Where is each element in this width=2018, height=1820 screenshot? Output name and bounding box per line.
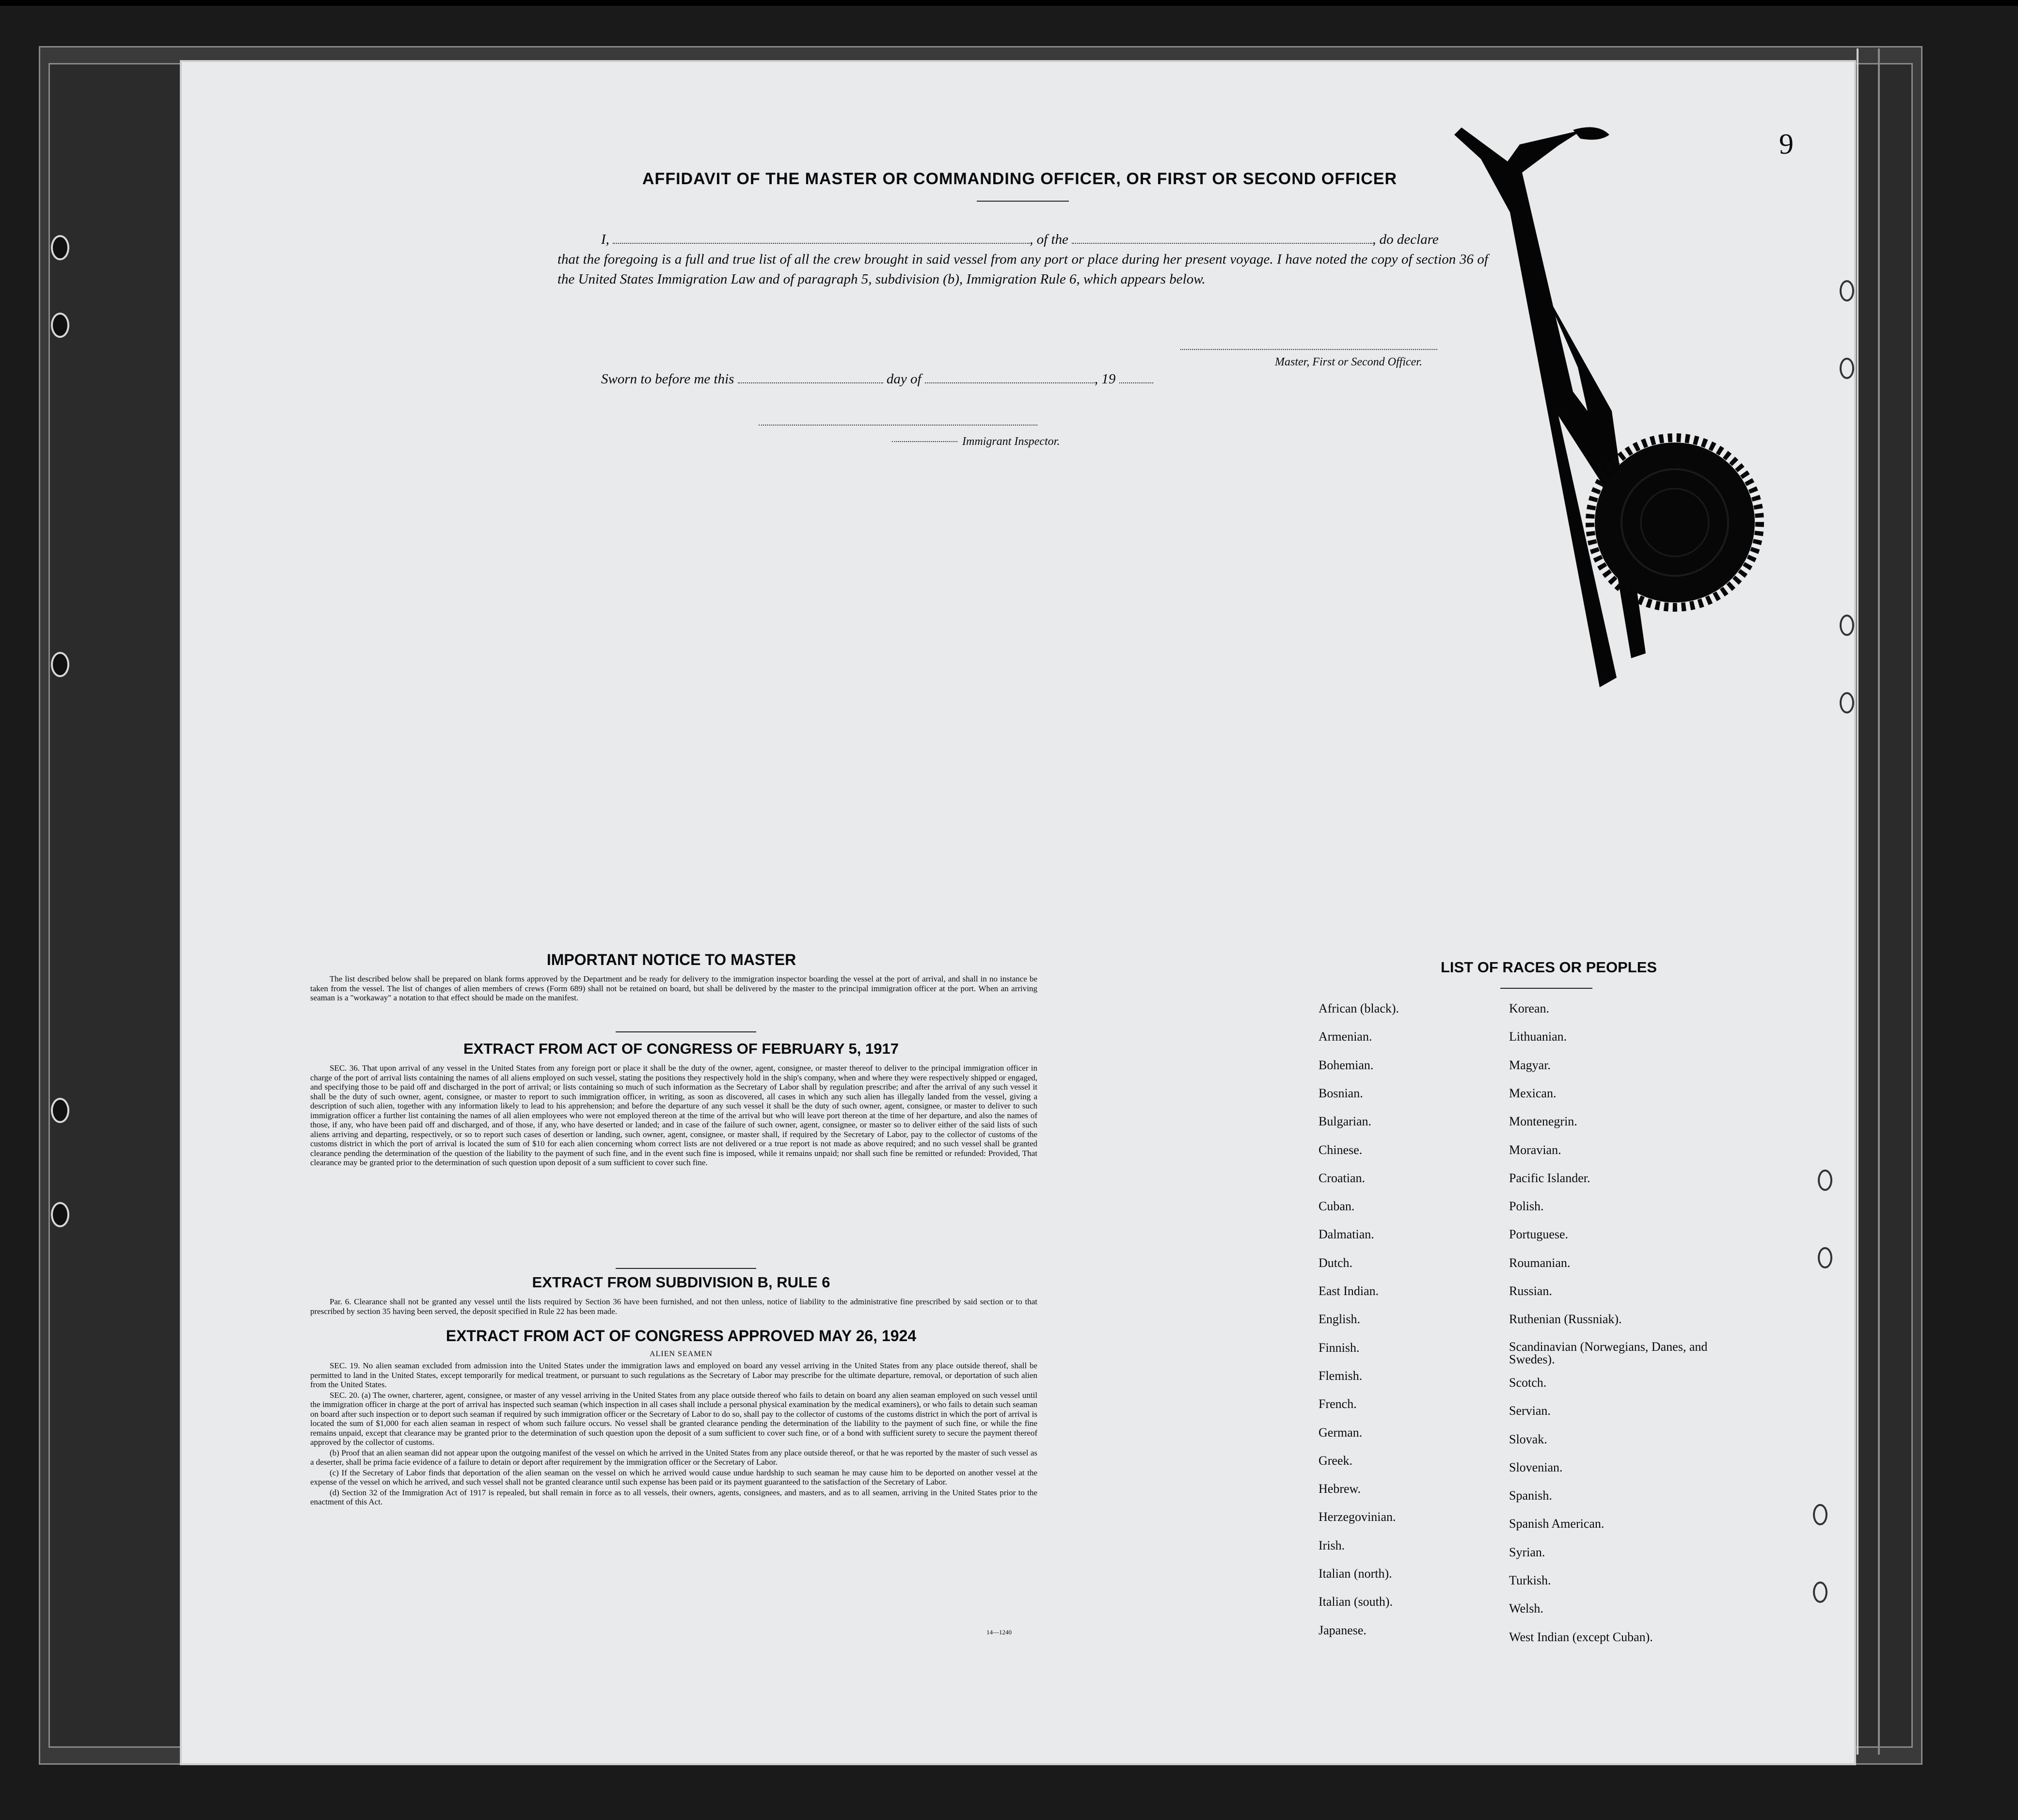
race-item: Moravian. [1509, 1142, 1561, 1157]
affidavit-body [557, 230, 1488, 289]
sworn-year-blank[interactable] [1119, 373, 1153, 383]
race-item: Lithuanian. [1509, 1029, 1567, 1044]
race-item: Servian. [1509, 1404, 1551, 1418]
race-item: English. [1319, 1312, 1360, 1327]
race-item: Croatian. [1319, 1171, 1366, 1185]
binder-hole [51, 313, 69, 338]
race-item: Montenegrin. [1509, 1114, 1577, 1129]
crew-list-form-back [182, 62, 1854, 1763]
race-item: Mexican. [1509, 1086, 1557, 1100]
ribbon-seal [1413, 115, 1791, 712]
race-item: Herzegovinian. [1319, 1510, 1396, 1524]
punch-hole [1840, 615, 1854, 636]
race-item: Pacific Islander. [1509, 1171, 1590, 1185]
extract-1924-text [310, 1361, 1037, 1508]
rule6-title: EXTRACT FROM SUBDIVISION B, RULE 6 [532, 1274, 830, 1291]
race-item: Magyar. [1509, 1058, 1551, 1072]
race-item: Slovenian. [1509, 1460, 1563, 1474]
binder-hole [51, 652, 69, 677]
race-item: Bohemian. [1319, 1058, 1374, 1072]
affidavit-text: that the foregoing is a full and true list of all the crew brought in said vessel from any port or place during her present voyage. I have noted the copy of section 36 of the United States Immigration Law and of paragraph 5, subdivision (b), Immigration Rule 6, which appears below. [557, 252, 1488, 287]
rule6-text: Par. 6. Clearance shall not be granted any vessel until the lists required by Section 36 have been furnished, and not then unless, notice of liability to the administrative fine prescribed by said section or to that prescribed by section 35 having been served, the deposit specified in Rule 22 has been made. [310, 1297, 1037, 1316]
master-signature-label: Master, First or Second Officer. [1275, 356, 1422, 368]
extract-1924-title: EXTRACT FROM ACT OF CONGRESS APPROVED MAY 26, 1924 [445, 1327, 917, 1345]
sec-20a: SEC. 20. (a) The owner, charterer, agent, consignee, or master of any vessel arriving in the United States from any place outside thereof who fails to detain on board any alien seaman employed on such vessel until the immigration officer in charge at the port of arrival has inspected such seaman (which inspection in all cases shall include a personal physical examination by the medical examiners), or who fails to detain such seaman on board after such inspection or to deport such seaman if required by such immigration officer or the Secretary of Labor to do so, shall pay to the collector of customs of the customs district in which the port of arrival is located the sum of $1,000 for each alien seaman in respect of whom such failure occurs. No vessel shall be granted clearance pending the determination of the liability to the payment of such fine, or while the fine remains unpaid, except that clearance may be granted prior to the determination of such question upon the deposit of a sum sufficient to cover such fine, or of a bond with sufficient surety to secure the payment thereof approved by the collector of customs. [310, 1390, 1037, 1447]
divider [977, 201, 1069, 202]
race-item: French. [1319, 1397, 1357, 1411]
alien-seamen-subtitle: ALIEN SEAMEN [650, 1350, 713, 1358]
race-item: African (black). [1319, 1001, 1399, 1015]
race-item: West Indian (except Cuban). [1509, 1630, 1653, 1644]
race-item: Portuguese. [1509, 1227, 1569, 1242]
inspector-signature-line[interactable] [759, 425, 1037, 426]
race-item: Scandinavian (Norwegians, Danes, and Swedes). [1509, 1339, 1708, 1366]
sworn-label: Sworn to before me this [601, 371, 734, 387]
ribbon-icon [1454, 127, 1646, 687]
inspector-label: Immigrant Inspector. [962, 435, 1060, 448]
race-item: Scotch. [1509, 1375, 1547, 1390]
race-item: East Indian. [1319, 1284, 1379, 1298]
race-item: Roumanian. [1509, 1255, 1571, 1270]
scanner-edge [0, 0, 2018, 6]
punch-hole [1840, 280, 1854, 301]
extract-1917-title: EXTRACT FROM ACT OF CONGRESS OF FEBRUARY 5, 1917 [463, 1040, 899, 1057]
punch-hole [1840, 358, 1854, 379]
divider [1500, 988, 1592, 989]
affidavit-title: AFFIDAVIT OF THE MASTER OR COMMANDING OFFICER, OR FIRST OR SECOND OFFICER [642, 170, 1397, 188]
race-item: Chinese. [1319, 1142, 1363, 1157]
races-title: LIST OF RACES OR PEOPLES [1440, 959, 1657, 976]
race-item: Bosnian. [1319, 1086, 1363, 1100]
race-item: Korean. [1509, 1001, 1550, 1015]
notice-text: The list described below shall be prepared on blank forms approved by the Department and be ready for delivery to the immigration inspector boarding the vessel at the port of arrival, and shall in no instance be taken from the vessel. The list of changes of alien members of crews (Form 689) shall not be retained on board, but shall be delivered by the master to the principal immigration officer at the port. When an arriving seaman is a "workaway" a notation to that effect should be made on the manifest. [310, 974, 1037, 1002]
wax-seal-icon [1590, 438, 1760, 607]
race-item: Spanish. [1509, 1488, 1552, 1503]
affidavit-i: I, [601, 232, 609, 247]
binder-hole [51, 235, 69, 260]
race-item: Bulgarian. [1319, 1114, 1372, 1129]
race-item: Irish. [1319, 1538, 1345, 1552]
sec-20d: (d) Section 32 of the Immigration Act of 1917 is repealed, but shall remain in force as to all vessels, their owners, agents, consignees, and masters, and as to all seamen, arriving in the United States prior to the enactment of this Act. [310, 1488, 1037, 1506]
race-item: Dalmatian. [1319, 1227, 1374, 1242]
punch-hole [1813, 1504, 1827, 1525]
master-signature-line[interactable] [1180, 349, 1437, 350]
inspector-dots [892, 441, 957, 442]
race-item: Cuban. [1319, 1199, 1355, 1214]
page-number-mark: 9 [1779, 128, 1794, 160]
sec-20c: (c) If the Secretary of Labor finds that deportation of the alien seaman on the vessel on which he arrived would cause undue hardship to such seaman he may cause him to be deported on another vessel at the expense of the vessel on which he arrived, and such vessel shall not be granted clearance until such expense has been paid or its payment guaranteed to the satisfaction of the Secretary of Labor. [310, 1468, 1037, 1487]
race-item: Ruthenian (Russniak). [1509, 1312, 1622, 1327]
of-the-label: , of the [1030, 232, 1068, 247]
punch-hole [1840, 692, 1854, 713]
race-item: Spanish American. [1509, 1517, 1605, 1531]
sworn-line [601, 371, 1153, 387]
year-label: , 19 [1094, 371, 1116, 387]
race-item: Italian (south). [1319, 1595, 1393, 1609]
sec-20b: (b) Proof that an alien seaman did not appear upon the outgoing manifest of the vessel on which he arrived in the United States from any place outside thereof, or that he was reported by the master of such vessel as a deserter, shall be prima facie evidence of a failure to detain or deport after requirement by the immigration officer or the Secretary of Labor. [310, 1448, 1037, 1467]
binder-hole [51, 1202, 69, 1227]
race-item: Hebrew. [1319, 1482, 1361, 1496]
extract-1917-text: SEC. 36. That upon arrival of any vessel in the United States from any foreign port or place it shall be the duty of the owner, agent, consignee, or master thereof to deliver to the principal immigration officer in charge of the port of arrival lists containing the names of all aliens employed on such vessel, stating the positions they respectively hold in the ship's company, when and where they were respectively shipped or engaged, and specifying those to be paid off and discharged in the port of arrival; or lists containing so much of such information as the Secretary of Labor shall by regulation prescribe; and after the arrival of any such vessel it shall be the duty of such owner, agent, consignee, or master to report to such immigration officer, in writing, as soon as discovered, all cases in which any such alien has illegally landed from the vessel, giving a description of such alien, together with any information likely to lead to his apprehension; and before the departure of any such vessel it shall be the duty of such owner, agent, consignee, or master to deliver to such immigration officer a further list containing the names of all alien employees who were not employed thereon at the time of the arrival but who will leave port thereon at the time of her departure, and also the names of those, if any, who have been paid off and discharged, and of those, if any, who have deserted or landed; and in case of the failure of such owner, agent, consignee, or master so to deliver either of the said lists of such aliens arriving and departing, respectively, or so to report such cases of desertion or landing, such owner, agent, consignee, or master shall, if required by the Secretary of Labor, pay to the collector of customs of the customs district in which the port of arrival is located the sum of $10 for each alien concerning whom correct lists are not delivered or a true report is not made as above required; and no such vessel shall be granted clearance pending the determination of the question of the liability to the payment of such fine, and in the event such fine is imposed, while it remains unpaid; nor shall such fine be remitted or refunded: Provided, That clearance may be granted prior to the determination of such question upon deposit of a sum sufficient to cover such fine. [310, 1063, 1037, 1167]
sworn-month-blank[interactable] [925, 373, 1095, 383]
race-item: Russian. [1509, 1284, 1552, 1298]
divider [616, 1031, 756, 1032]
race-item: Finnish. [1319, 1340, 1360, 1355]
race-item: Flemish. [1319, 1368, 1363, 1383]
race-item: Welsh. [1509, 1601, 1543, 1616]
race-item: Dutch. [1319, 1255, 1353, 1270]
day-of-label: day of [886, 371, 922, 387]
binder-hole [51, 1098, 69, 1123]
race-item: Italian (north). [1319, 1567, 1392, 1581]
punch-hole [1818, 1247, 1832, 1268]
sworn-day-blank[interactable] [738, 373, 883, 383]
race-item: Polish. [1509, 1199, 1544, 1214]
sec-19: SEC. 19. No alien seaman excluded from admission into the United States under the immigration laws and employed on board any vessel arriving in the United States from any place outside thereof, shall be permitted to land in the United States, except temporarily for medical treatment, or pursuant to such regulations as the Secretary of Labor may prescribe for the ultimate departure, removal, or deportation of such alien from the United States. [310, 1361, 1037, 1389]
race-item: Greek. [1319, 1453, 1353, 1468]
divider [616, 1268, 756, 1269]
page-edges [1857, 48, 1880, 1755]
punch-hole [1818, 1170, 1832, 1191]
race-item: Syrian. [1509, 1545, 1545, 1559]
form-number: 14—1240 [986, 1629, 1012, 1636]
race-item: German. [1319, 1425, 1363, 1440]
vessel-blank[interactable] [1072, 233, 1372, 244]
do-declare-label: , do declare [1372, 232, 1439, 247]
race-item: Turkish. [1509, 1573, 1551, 1587]
race-item: Japanese. [1319, 1623, 1367, 1637]
notice-title: IMPORTANT NOTICE TO MASTER [546, 951, 796, 968]
name-blank[interactable] [613, 233, 1030, 244]
punch-hole [1813, 1582, 1827, 1603]
race-item: Slovak. [1509, 1432, 1547, 1446]
race-item: Armenian. [1319, 1029, 1372, 1044]
